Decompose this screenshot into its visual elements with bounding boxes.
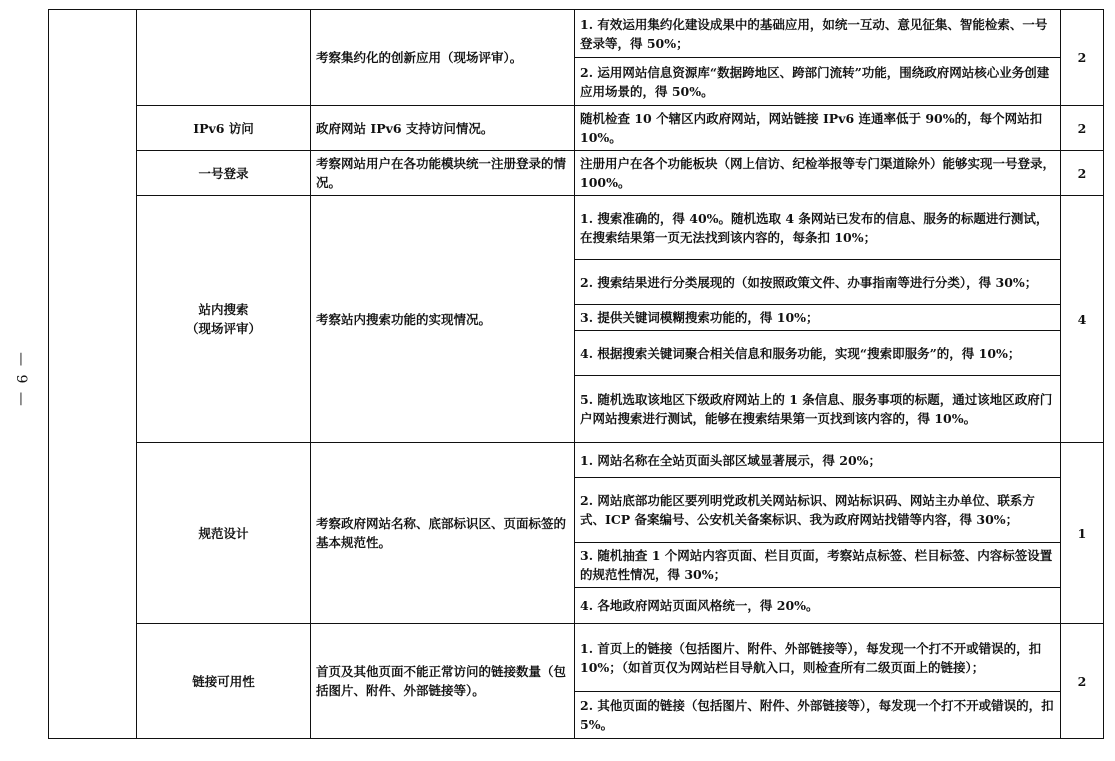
score-cell: 2 [1061, 151, 1104, 196]
desc-cell: 考察政府网站名称、底部标识区、页面标签的基本规范性。 [311, 443, 575, 624]
page-number: — 9 — [13, 352, 29, 408]
criteria-cell: 3. 随机抽查 1 个网站内容页面、栏目页面，考察站点标签、栏目标签、内容标签设置的规范性情况，得 30%； [575, 543, 1061, 588]
desc-cell: 考察集约化的创新应用（现场评审）。 [311, 10, 575, 106]
item-cell: 链接可用性 [137, 624, 311, 739]
criteria-cell: 注册用户在各个功能板块（网上信访、纪检举报等专门渠道除外）能够实现一号登录，100%。 [575, 151, 1061, 196]
category-cell [49, 10, 137, 739]
desc-cell: 考察网站用户在各功能模块统一注册登录的情况。 [311, 151, 575, 196]
criteria-cell: 4. 根据搜索关键词聚合相关信息和服务功能，实现“搜索即服务”的，得 10%； [575, 331, 1061, 376]
criteria-cell: 2. 搜索结果进行分类展现的（如按照政策文件、办事指南等进行分类），得 30%； [575, 260, 1061, 305]
criteria-cell: 1. 有效运用集约化建设成果中的基础应用，如统一互动、意见征集、智能检索、一号登录等，得 50%； [575, 10, 1061, 58]
item-cell: 一号登录 [137, 151, 311, 196]
criteria-cell: 2. 其他页面的链接（包括图片、附件、外部链接等），每发现一个打不开或错误的，扣 5%。 [575, 692, 1061, 739]
desc-cell: 首页及其他页面不能正常访问的链接数量（包括图片、附件、外部链接等）。 [311, 624, 575, 739]
criteria-cell: 1. 搜索准确的，得 40%。随机选取 4 条网站已发布的信息、服务的标题进行测试，在搜索结果第一页无法找到该内容的，每条扣 10%； [575, 196, 1061, 260]
score-cell: 4 [1061, 196, 1104, 443]
item-cell: 规范设计 [137, 443, 311, 624]
criteria-cell: 1. 网站名称在全站页面头部区域显著展示，得 20%； [575, 443, 1061, 478]
criteria-cell: 2. 运用网站信息资源库“数据跨地区、跨部门流转”功能，围绕政府网站核心业务创建应用场景的，得 50%。 [575, 58, 1061, 106]
criteria-cell: 3. 提供关键词模糊搜索功能的，得 10%； [575, 305, 1061, 331]
criteria-cell: 4. 各地政府网站页面风格统一，得 20%。 [575, 588, 1061, 624]
item-cell: IPv6 访问 [137, 106, 311, 151]
criteria-cell: 5. 随机选取该地区下级政府网站上的 1 条信息、服务事项的标题，通过该地区政府门户网站搜索进行测试，能够在搜索结果第一页找到该内容的，得 10%。 [575, 376, 1061, 443]
score-cell: 1 [1061, 443, 1104, 624]
criteria-cell: 2. 网站底部功能区要列明党政机关网站标识、网站标识码、网站主办单位、联系方式、ICP 备案编号、公安机关备案标识、我为政府网站找错等内容，得 30%； [575, 478, 1061, 543]
desc-cell: 考察站内搜索功能的实现情况。 [311, 196, 575, 443]
evaluation-table [48, 9, 1104, 739]
score-cell: 2 [1061, 624, 1104, 739]
criteria-cell: 随机检查 10 个辖区内政府网站，网站链接 IPv6 连通率低于 90%的，每个网站扣 10%。 [575, 106, 1061, 151]
score-cell: 2 [1061, 106, 1104, 151]
desc-cell: 政府网站 IPv6 支持访问情况。 [311, 106, 575, 151]
score-cell: 2 [1061, 10, 1104, 106]
item-cell: 站内搜索 （现场评审） [137, 196, 311, 443]
item-cell [137, 10, 311, 106]
criteria-cell: 1. 首页上的链接（包括图片、附件、外部链接等），每发现一个打不开或错误的，扣 10%；（如首页仅为网站栏目导航入口，则检查所有二级页面上的链接）； [575, 624, 1061, 692]
